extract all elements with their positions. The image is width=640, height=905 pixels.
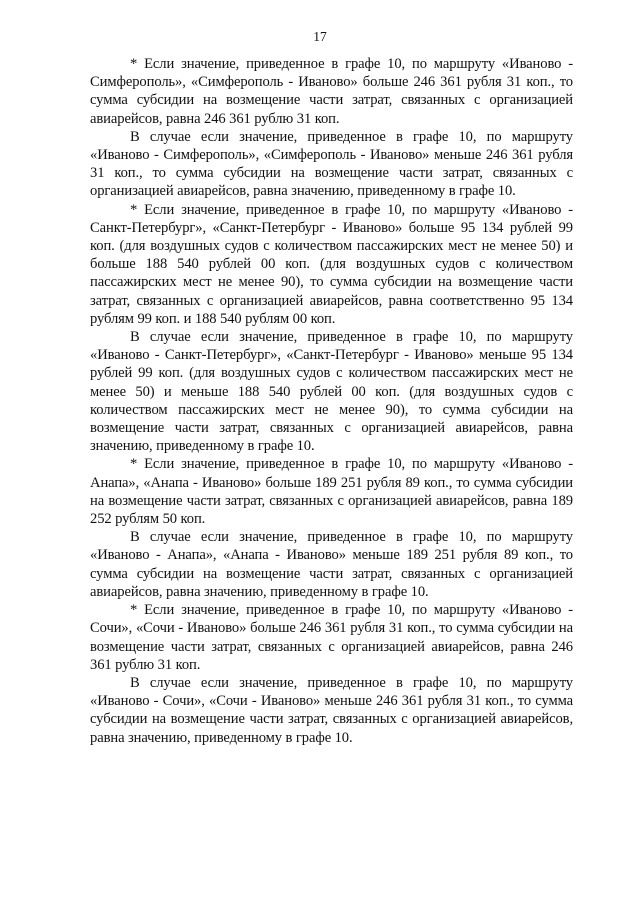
paragraph-spb-above-limit: * Если значение, приведенное в графе 10, по маршруту «Иваново - Санкт-Петербург», «Санкт-Петербург - Иваново» больше 95 134 рублей 99 коп. (для воздушных судов с количеством пассажирских мест не менее 50) и больше 188 540 рублей 00 коп. (для воздушных судов с количеством пассажирских мест не менее 90), то сумма субсидии на возмещение части затрат, связанных с организацией авиарейсов, равна соответственно 95 134 рублям 99 коп. и 188 540 рублям 00 коп. xyxy=(90,201,573,327)
paragraph-sochi-below-limit: В случае если значение, приведенное в графе 10, по маршруту «Иваново - Сочи», «Сочи - Иваново» меньше 246 361 рубля 31 коп., то сумма субсидии на возмещение части затрат, связанных с организацией авиарейсов, равна значению, приведенному в графе 10. xyxy=(90,674,573,746)
paragraph-spb-below-limit: В случае если значение, приведенное в графе 10, по маршруту «Иваново - Санкт-Петербург», «Санкт-Петербург - Иваново» меньше 95 134 рублей 99 коп. (для воздушных судов с количеством пассажирских мест не менее 50) и меньше 188 540 рублей 00 коп. (для воздушных судов с количеством пассажирских мест не менее 90), то сумма субсидии на возмещение части затрат, связанных с организацией авиарейсов, равна значению, приведенному в графе 10. xyxy=(90,329,573,455)
page-number: 17 xyxy=(313,29,327,44)
paragraph-anapa-below-limit: В случае если значение, приведенное в графе 10, по маршруту «Иваново - Анапа», «Анапа - Иваново» меньше 189 251 рубля 89 коп., то сумма субсидии на возмещение части затрат, связанных с организацией авиарейсов, равна значению, приведенному в графе 10. xyxy=(90,529,573,600)
paragraph-simferopol-below-limit: В случае если значение, приведенное в графе 10, по маршруту «Иваново - Симферополь», «Симферополь - Иваново» меньше 246 361 рубля 31 коп., то сумма субсидии на возмещение части затрат, связанных с организацией авиарейсов, равна значению, приведенному в графе 10. xyxy=(90,128,573,200)
paragraph-sochi-above-limit: * Если значение, приведенное в графе 10, по маршруту «Иваново - Сочи», «Сочи - Иваново» больше 246 361 рубля 31 коп., то сумма субсидии на возмещение части затрат, связанных с организацией авиарейсов, равна 246 361 рублю 31 коп. xyxy=(90,602,573,673)
paragraph-simferopol-above-limit: * Если значение, приведенное в графе 10, по маршруту «Иваново - Симферополь», «Симферополь - Иваново» больше 246 361 рубля 31 коп., то сумма субсидии на возмещение части затрат, связанных с организацией авиарейсов, равна 246 361 рублю 31 коп. xyxy=(90,56,573,127)
paragraph-anapa-above-limit: * Если значение, приведенное в графе 10, по маршруту «Иваново - Анапа», «Анапа - Иваново» больше 189 251 рубля 89 коп., то сумма субсидии на возмещение части затрат, связанных с организацией авиарейсов, равна 189 252 рублям 50 коп. xyxy=(90,456,573,528)
document-body xyxy=(90,55,573,747)
